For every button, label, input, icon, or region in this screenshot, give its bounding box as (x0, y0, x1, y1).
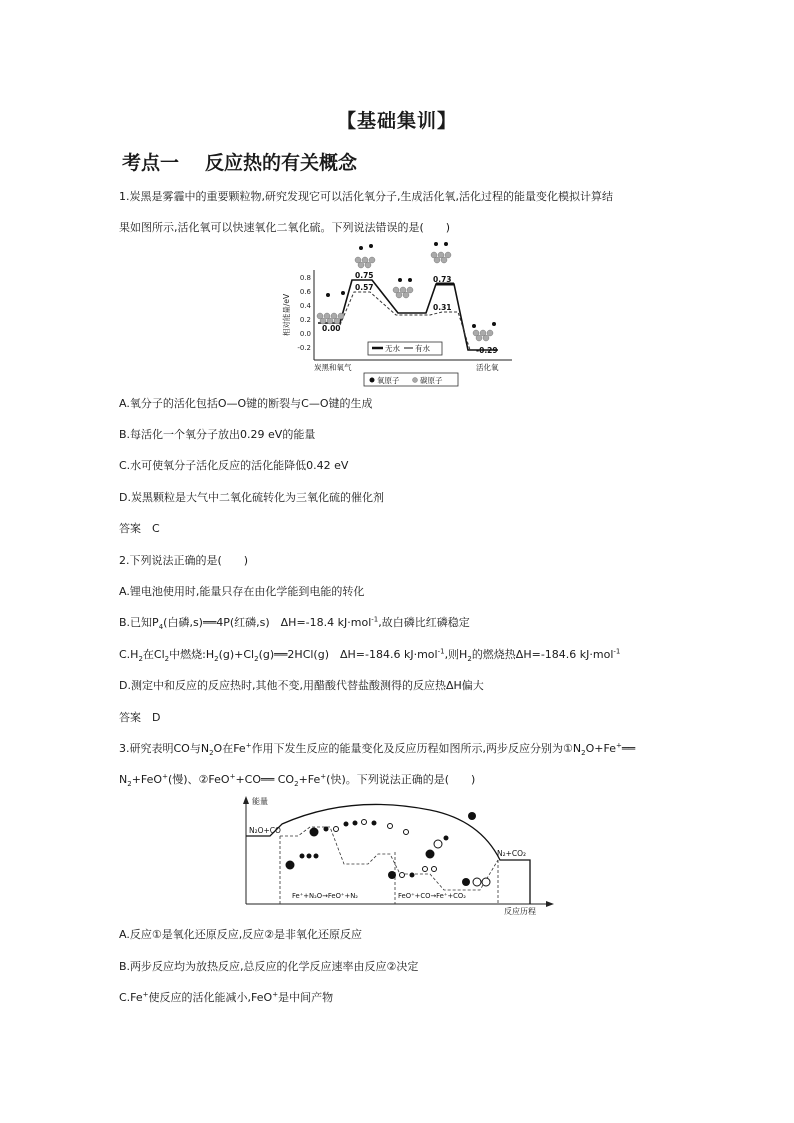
q1-stem-line1: 1.炭黑是雾霾中的重要颗粒物,研究发现它可以活化氧分子,生成活化氧,活化过程的能量变化模拟计算结 (119, 190, 613, 203)
q2-answer: 答案 D (119, 711, 161, 724)
section-label: 考点一 (122, 152, 180, 174)
q1-option-b: B.每活化一个氧分子放出0.29 eV的能量 (119, 428, 316, 441)
q1-energy-figure (280, 240, 520, 390)
q3-stem-line2: $N_2+FeO^+$(慢)、②FeO++CO══ $CO_2+Fe^+$(快)。下列说法正确的是( ) (119, 772, 476, 789)
q1-ytick: 0.6 (299, 288, 311, 296)
q1-value: 0.00 (322, 324, 341, 333)
q1-value: 0.31 (433, 303, 452, 312)
q3-step1-label: Fe⁺+N₂O→FeO⁺+N₂ (292, 892, 359, 900)
q2-stem: 2.下列说法正确的是( ) (119, 554, 249, 567)
q1-value: -0.29 (476, 346, 498, 355)
q3-energy-figure (240, 792, 560, 920)
q3-ylabel: 能量 (252, 797, 268, 806)
q1-value: 0.57 (355, 283, 374, 292)
q1-xlabel-right: 活化氧 (476, 363, 499, 372)
q1-legend-dry: 无水 (385, 344, 400, 353)
q1-ytick: 0.8 (299, 274, 311, 282)
q3-left-label: N₂O+CO (249, 826, 281, 835)
q1-legend-wet: 有水 (415, 344, 430, 353)
q1-value: 0.73 (433, 275, 452, 284)
q1-option-a: A.氧分子的活化包括O—O键的断裂与C—O键的生成 (119, 397, 373, 410)
q1-answer: 答案 C (119, 522, 160, 535)
q3-option-a: A.反应①是氧化还原反应,反应②是非氧化还原反应 (119, 928, 363, 941)
page-title: 【基础集训】 (336, 110, 457, 132)
q1-ytick: 0.0 (299, 330, 311, 338)
q3-option-c: C.Fe+使反应的活化能减小,FeO+是中间产物 (119, 990, 334, 1004)
q1-legend-oxygen: 氧原子 (377, 376, 400, 385)
q1-oxygen-swatch (370, 378, 375, 383)
q1-option-d: D.炭黑颗粒是大气中二氧化硫转化为三氧化硫的催化剂 (119, 491, 384, 504)
q1-ytick: 0.2 (299, 316, 311, 324)
q3-option-b: B.两步反应均为放热反应,总反应的化学反应速率由反应②决定 (119, 960, 419, 973)
q3-stem-line1: 3.研究表明CO与$N_2O$在Fe+作用下发生反应的能量变化及反应历程如图所示,两步反应分别为$①N_2O+Fe^+══$ (119, 741, 636, 758)
q1-ytick: -0.2 (297, 344, 311, 352)
q1-value: 0.75 (355, 271, 374, 280)
q3-x-arrow (546, 901, 554, 907)
q3-y-arrow (243, 796, 249, 804)
section-title: 反应热的有关概念 (205, 152, 358, 174)
q1-stem-line2: 果如图所示,活化氧可以快速氧化二氧化硫。下列说法错误的是( ) (119, 221, 451, 234)
q1-molecule-icons (317, 242, 496, 341)
q1-carbon-swatch (413, 378, 418, 383)
q2-option-d: D.测定中和反应的反应热时,其他不变,用醋酸代替盐酸测得的反应热ΔH偏大 (119, 679, 484, 692)
q3-step2-label: FeO⁺+CO→Fe⁺+CO₂ (398, 892, 466, 900)
q2-option-b: B.已知$P_4$(白磷,s)══4P(红磷,s) ΔH=-18.4 kJ·mol$^{-1}$,故白磷比红磷稳定 (119, 615, 470, 632)
q2-option-a: A.锂电池使用时,能量只存在由化学能到电能的转化 (119, 585, 365, 598)
q2-option-c: $C.H_2$在$Cl_2$中燃烧$:H_2(g)+Cl_2(g)══2HCl(g)$ ΔH=-184.6 kJ·mol$^{-1}$,则$H_2$的燃烧热ΔH=-184.6 kJ·mol$^{-1}$ (119, 647, 621, 664)
section-heading (122, 148, 357, 175)
q3-right-label: N₂+CO₂ (497, 849, 527, 858)
q1-ylabel: 相对能量/eV (282, 293, 291, 337)
q1-ytick: 0.4 (299, 302, 311, 310)
q1-wet-path (340, 292, 470, 350)
q1-xlabel-left: 炭黑和氧气 (314, 363, 352, 372)
q1-legend-carbon: 碳原子 (420, 376, 443, 385)
q3-xlabel: 反应历程 (504, 907, 536, 916)
q3-molecule-icons (286, 812, 491, 886)
q1-option-c: C.水可使氧分子活化反应的活化能降低0.42 eV (119, 459, 349, 472)
